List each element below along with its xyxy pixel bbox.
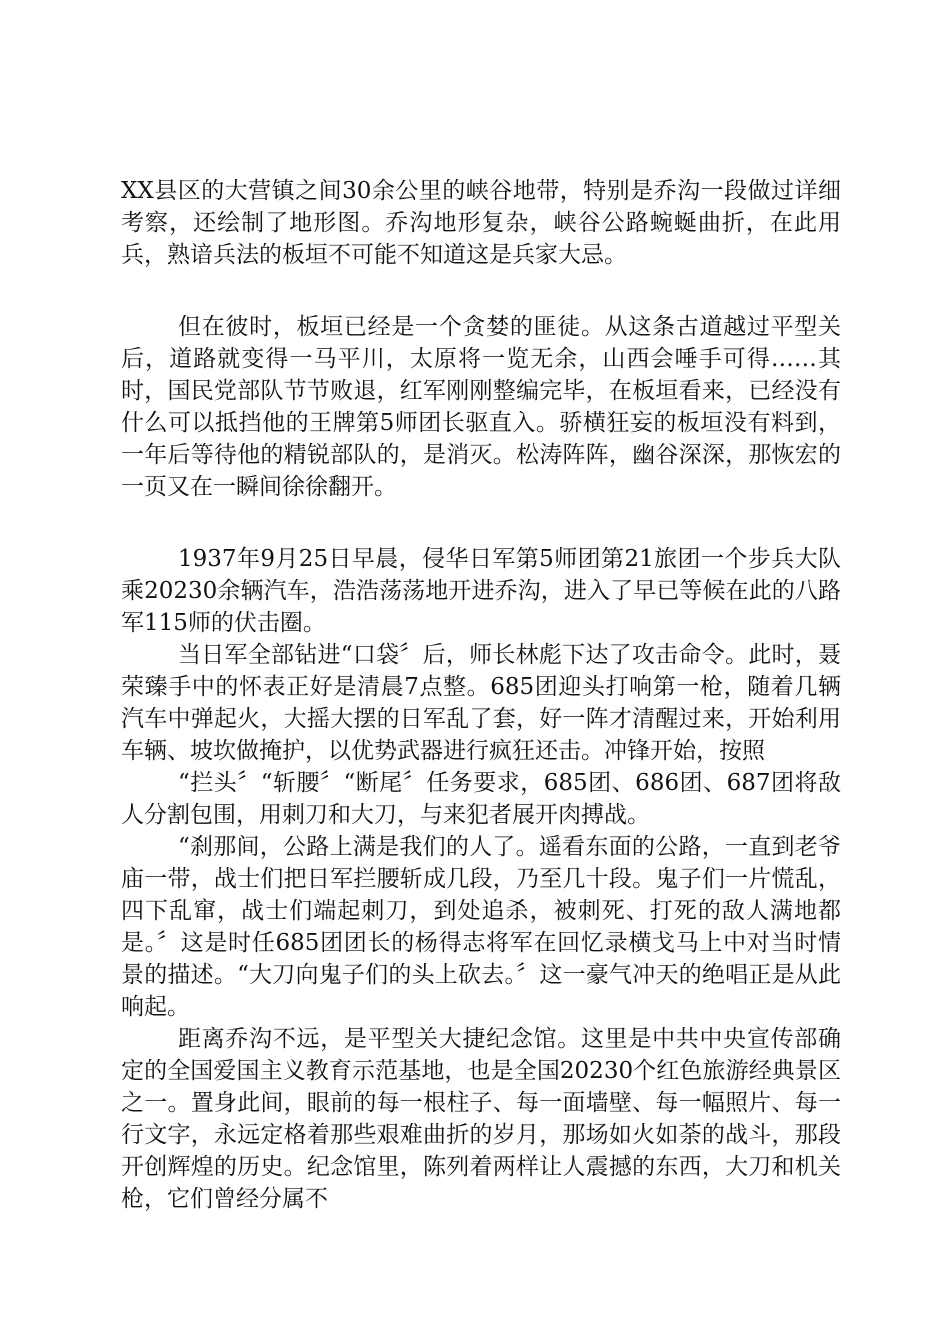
- paragraph-2: 但在彼时，板垣已经是一个贪婪的匪徒。从这条古道越过平型关后，道路就变得一马平川，太原将一览无余，山西会唾手可得……其时，国民党部队节节败退，红军刚刚整编完毕，在板垣看来，已经没有什么可以抵挡他的王牌第5师团长驱直入。骄横狂妄的板垣没有料到，一年后等待他的精锐部队的，是消灭。松涛阵阵，幽谷深深，那恢宏的一页又在一瞬间徐徐翻开。: [121, 314, 841, 500]
- paragraph-7: 距离乔沟不远，是平型关大捷纪念馆。这里是中共中央宣传部确定的全国爱国主义教育示范基地，也是全国20230个红色旅游经典景区之一。置身此间，眼前的每一根柱子、每一面墙壁、每一幅照片、每一行文字，永远定格着那些艰难曲折的岁月，那场如火如荼的战斗，那段开创辉煌的历史。纪念馆里，陈列着两样让人震撼的东西，大刀和机关枪，它们曾经分属不: [121, 1026, 841, 1212]
- paragraph-5: “拦头〞“斩腰〞“断尾〞任务要求，685团、686团、687团将敌人分割包围，用刺刀和大刀，与来犯者展开肉搏战。: [121, 770, 841, 828]
- document-body: [121, 175, 841, 1215]
- paragraph-3: 1937年9月25日早晨，侵华日军第5师团第21旅团一个步兵大队乘20230余辆汽车，浩浩荡荡地开进乔沟，进入了早已等候在此的八路军115师的伏击圈。: [121, 546, 841, 636]
- paragraph-4: 当日军全部钻进“口袋〞后，师长林彪下达了攻击命令。此时，聂荣臻手中的怀表正好是清晨7点整。685团迎头打响第一枪，随着几辆汽车中弹起火，大摇大摆的日军乱了套，好一阵才清醒过来，开始利用车辆、坡坎做掩护，以优势武器进行疯狂还击。冲锋开始，按照: [121, 642, 841, 764]
- paragraph-1: XX县区的大营镇之间30余公里的峡谷地带，特别是乔沟一段做过详细考察，还绘制了地形图。乔沟地形复杂，峡谷公路蜿蜒曲折，在此用兵，熟谙兵法的板垣不可能不知道这是兵家大忌。: [121, 178, 841, 268]
- paragraph-6: “刹那间，公路上满是我们的人了。遥看东面的公路，一直到老爷庙一带，战士们把日军拦腰斩成几段，乃至几十段。鬼子们一片慌乱，四下乱窜，战士们端起刺刀，到处追杀，被刺死、打死的敌人满地都是。〞这是时任685团团长的杨得志将军在回忆录横戈马上中对当时情景的描述。“大刀向鬼子们的头上砍去。〞这一豪气冲天的绝唱正是从此响起。: [121, 834, 841, 1020]
